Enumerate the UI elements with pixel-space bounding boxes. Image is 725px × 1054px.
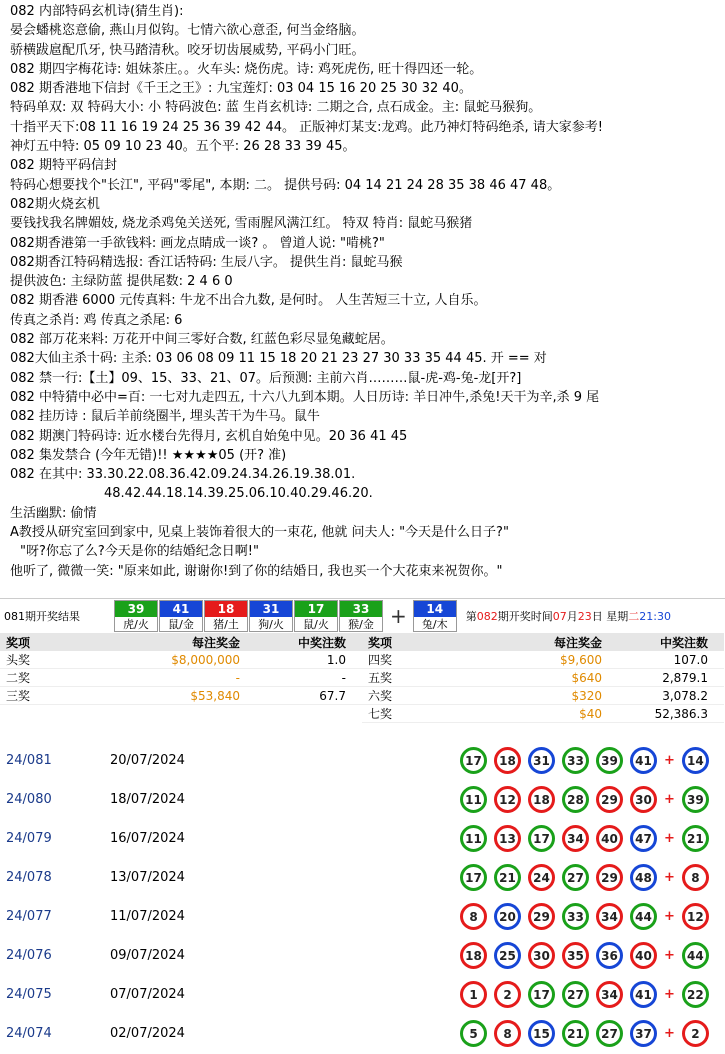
prize-cell: 2,879.1 (662, 670, 708, 685)
poem-line: 特码单双: 双 特码大小: 小 特码波色: 蓝 生肖玄机诗: 二期之合, 点石成金。主: 鼠蛇马猴狗。 (10, 100, 542, 116)
tile-number: 18 (205, 601, 247, 617)
ball: 18 (528, 786, 555, 813)
prize-cell: 三奖 (6, 689, 31, 703)
draw-result-bar (0, 598, 725, 632)
history-balls (460, 825, 716, 852)
prize-table-left (0, 633, 362, 741)
special-ball: 2 (682, 1020, 709, 1047)
prize-row (0, 687, 362, 705)
next-weekday: 二 (628, 609, 640, 623)
history-issue[interactable]: 24/078 (6, 870, 52, 885)
info-m: 月 (566, 609, 578, 623)
ball: 20 (494, 903, 521, 930)
history-balls (460, 864, 716, 891)
prize-cell: - (235, 670, 240, 685)
history-date: 11/07/2024 (110, 909, 185, 924)
special-tile-wrap (413, 600, 458, 632)
poem-line: 晏会蟠桃恣意偷, 燕山月似钩。七情六欲心意歪, 何当金络脑。 (10, 23, 365, 39)
ball: 37 (630, 1020, 657, 1047)
tile-zodiac: 虎/火 (123, 617, 149, 631)
plus-sign: + (664, 870, 675, 885)
draw-tile (294, 600, 338, 632)
draw-tiles (114, 600, 384, 632)
poem-line: 提供波色: 主绿防蓝 提供尾数: 2 4 6 0 (10, 274, 233, 290)
history-issue[interactable]: 24/075 (6, 987, 52, 1002)
ball: 13 (494, 825, 521, 852)
special-ball: 44 (682, 942, 709, 969)
ball: 21 (494, 864, 521, 891)
ball: 39 (596, 747, 623, 774)
info-mid: 期开奖时间 (497, 609, 553, 623)
tile-zodiac: 猪/土 (213, 617, 239, 631)
ball: 36 (596, 942, 623, 969)
prize-cell: $40 (579, 706, 602, 721)
history-row[interactable] (0, 897, 725, 936)
ball: 48 (630, 864, 657, 891)
history-issue[interactable]: 24/077 (6, 909, 52, 924)
ball: 27 (562, 864, 589, 891)
ball: 5 (460, 1020, 487, 1047)
tile-number: 14 (414, 601, 456, 617)
poem-line: 082 中特猜中必中=百: 一七对九走四五, 十六八九到本期。人日历诗: 羊日冲牛,杀兔!天干为辛,杀 9 尾 (10, 389, 600, 405)
prize-header (0, 633, 362, 651)
history-issue[interactable]: 24/079 (6, 831, 52, 846)
ball: 35 (562, 942, 589, 969)
prize-header-cell: 中奖注数 (297, 635, 346, 650)
prize-header-cell: 奖项 (6, 635, 31, 650)
next-day: 23 (577, 609, 592, 623)
info-pre: 第 (465, 609, 477, 623)
ball: 33 (562, 747, 589, 774)
info-d: 日 星期 (591, 609, 629, 623)
history-row[interactable] (0, 819, 725, 858)
ball: 34 (562, 825, 589, 852)
poem-line: 082大仙主杀十码: 主杀: 03 06 08 09 11 15 18 20 21 23 27 30 33 35 44 45. 开 == 对 (10, 351, 547, 367)
draw-tile (114, 600, 158, 632)
poem-line: 082 集发禁合 (今年无错)!! ★★★★05 (开? 准) (10, 447, 287, 463)
poem-line: 十指平天下:08 11 16 19 24 25 36 39 42 44。 正版神灯某支:龙鸡。此乃神灯特码绝杀, 请大家参考! (10, 119, 603, 135)
plus-sign: + (664, 909, 675, 924)
plus-sign: + (664, 948, 675, 963)
ball: 11 (460, 786, 487, 813)
special-ball: 21 (682, 825, 709, 852)
poem-line: 他听了, 微微一笑: "原来如此, 谢谢你!到了你的结婚日, 我也买一个大花束来祝贺你。" (10, 563, 503, 579)
history-balls (460, 786, 716, 813)
ball: 2 (494, 981, 521, 1008)
ball: 34 (596, 981, 623, 1008)
poem-line: 要钱找我名牌媚妓, 烧龙杀鸡兔关送死, 雪雨腥风满江红。 特双 特肖: 鼠蛇马猴猪 (10, 216, 473, 232)
ball: 27 (562, 981, 589, 1008)
tile-number: 31 (250, 601, 292, 617)
tile-number: 39 (115, 601, 157, 617)
prize-cell: 六奖 (368, 689, 393, 703)
ball: 17 (528, 825, 555, 852)
poem-line: 082 挂历诗 : 鼠后羊前绕圈半, 埋头苦干为牛马。鼠牛 (10, 409, 320, 425)
prize-cell: $8,000,000 (171, 652, 240, 667)
tile-number: 41 (160, 601, 202, 617)
tile-zodiac: 兔/木 (421, 617, 448, 631)
history-date: 13/07/2024 (110, 870, 185, 885)
history-row[interactable] (0, 780, 725, 819)
ball: 12 (494, 786, 521, 813)
plus-sign: + (664, 792, 675, 807)
special-tile (413, 600, 457, 632)
prize-table-right (362, 633, 724, 741)
ball: 30 (630, 786, 657, 813)
poem-line: 082 期特平码信封 (10, 158, 117, 174)
draw-tile (204, 600, 248, 632)
history-issue[interactable]: 24/080 (6, 792, 52, 807)
prize-cell: $9,600 (560, 652, 602, 667)
ball: 24 (528, 864, 555, 891)
next-time: 21:30 (639, 609, 671, 623)
prize-cell: 四奖 (368, 653, 393, 667)
ball: 29 (596, 864, 623, 891)
prize-cell: $640 (571, 670, 602, 685)
prize-cell: - (341, 670, 346, 685)
history-row[interactable] (0, 741, 725, 780)
history-date: 07/07/2024 (110, 987, 185, 1002)
ball: 21 (562, 1020, 589, 1047)
poem-line: 传真之杀肖: 鸡 传真之杀尾: 6 (10, 312, 183, 328)
tile-number: 17 (295, 601, 337, 617)
ball: 11 (460, 825, 487, 852)
prize-cell: $320 (571, 688, 602, 703)
tile-number: 33 (340, 601, 382, 617)
prize-row (362, 705, 724, 723)
prize-cell: 52,386.3 (654, 706, 708, 721)
history-date: 16/07/2024 (110, 831, 185, 846)
history-date: 20/07/2024 (110, 753, 185, 768)
poem-line: 082 期香港 6000 元传真料: 牛龙不出合九数, 是何时。 人生苦短三十立, 人自乐。 (10, 293, 487, 309)
next-issue: 082 (476, 609, 498, 623)
special-ball: 22 (682, 981, 709, 1008)
poem-line: A教授从研究室回到家中, 见桌上装饰着很大的一束花, 他就 问夫人: "今天是什么日子?" (10, 525, 509, 541)
ball: 28 (562, 786, 589, 813)
prize-row (0, 669, 362, 687)
ball: 41 (630, 981, 657, 1008)
ball: 40 (630, 942, 657, 969)
ball: 15 (528, 1020, 555, 1047)
poem-line: 骄横跋扈配爪牙, 快马踏清秋。咬牙切齿展威势, 平码小门旺。 (10, 42, 365, 58)
prize-table (0, 633, 725, 741)
history-balls (460, 942, 716, 969)
prize-cell: $53,840 (190, 688, 240, 703)
prize-header (362, 633, 724, 651)
prize-header-cell: 每注奖金 (553, 635, 602, 650)
history-issue[interactable]: 24/081 (6, 753, 52, 768)
poem-line: 神灯五中特: 05 09 10 23 40。五个平: 26 28 33 39 45。 (10, 139, 356, 155)
prize-cell: 1.0 (326, 652, 346, 667)
ball: 29 (596, 786, 623, 813)
prize-cell: 五奖 (368, 671, 393, 685)
poem-line: 082 期澳门特码诗: 近水楼台先得月, 玄机自始兔中见。20 36 41 45 (10, 428, 408, 444)
history-date: 02/07/2024 (110, 1026, 185, 1041)
prize-row (362, 669, 724, 687)
history-balls (460, 1020, 716, 1047)
poem-line: 特码心想要找个"长江", 平码"零尾", 本期: 二。 提供号码: 04 14 21 24 28 35 38 46 47 48。 (10, 177, 561, 193)
next-draw-info (466, 608, 671, 624)
special-ball: 8 (682, 864, 709, 891)
history-row[interactable] (0, 858, 725, 897)
ball: 44 (630, 903, 657, 930)
ball: 8 (494, 1020, 521, 1047)
tile-zodiac: 猴/金 (348, 617, 374, 631)
history-issue[interactable]: 24/074 (6, 1026, 52, 1041)
special-ball: 12 (682, 903, 709, 930)
prize-cell: 二奖 (6, 671, 31, 685)
history-balls (460, 747, 716, 774)
plus-sign: + (390, 603, 407, 628)
ball: 29 (528, 903, 555, 930)
prize-header-cell: 中奖注数 (659, 635, 708, 650)
draw-tile (249, 600, 293, 632)
plus-sign: + (664, 831, 675, 846)
history-issue[interactable]: 24/076 (6, 948, 52, 963)
plus-sign: + (664, 1026, 675, 1041)
prize-cell: 3,078.2 (662, 688, 708, 703)
poem-line: 082 在其中: 33.30.22.08.36.42.09.24.34.26.19.38.01. (10, 467, 356, 483)
ball: 17 (460, 864, 487, 891)
poem-line: 082期火烧玄机 (10, 196, 100, 212)
poem-line: 082 期香港地下信封《千王之王》: 九宝莲灯: 03 04 15 16 20 25 30 32 40。 (10, 81, 472, 97)
ball: 41 (630, 747, 657, 774)
ball: 1 (460, 981, 487, 1008)
poem-line: 生活幽默: 偷情 (10, 505, 97, 521)
tile-zodiac: 狗/火 (258, 617, 284, 631)
ball: 17 (460, 747, 487, 774)
ball: 31 (528, 747, 555, 774)
next-month: 07 (552, 609, 567, 623)
history-balls (460, 981, 716, 1008)
plus-sign: + (664, 987, 675, 1002)
ball: 18 (494, 747, 521, 774)
ball: 17 (528, 981, 555, 1008)
ball: 30 (528, 942, 555, 969)
poem-line: 082 禁一行:【土】09、15、33、21、07。后预测: 主前六肖………鼠-虎-鸡-兔-龙[开?] (10, 370, 522, 386)
ball: 40 (596, 825, 623, 852)
prize-cell: 头奖 (6, 653, 31, 667)
prize-cell: 107.0 (673, 652, 708, 667)
tile-zodiac: 鼠/火 (303, 617, 329, 631)
ball: 27 (596, 1020, 623, 1047)
history-list (0, 741, 725, 1053)
ball: 18 (460, 942, 487, 969)
poem-line: "呀?你忘了么?今天是你的结婚纪念日啊!" (20, 544, 259, 560)
prize-header-cell: 每注奖金 (191, 635, 240, 650)
history-date: 18/07/2024 (110, 792, 185, 807)
prize-row (0, 651, 362, 669)
poem-line: 082 部万花来料: 万花开中间三零好合数, 红蓝色彩尽显兔藏蛇居。 (10, 332, 394, 348)
draw-tile (339, 600, 383, 632)
history-date: 09/07/2024 (110, 948, 185, 963)
ball: 33 (562, 903, 589, 930)
prize-row (362, 651, 724, 669)
ball: 34 (596, 903, 623, 930)
history-balls (460, 903, 716, 930)
plus-sign: + (664, 753, 675, 768)
poem-line: 082 内部特码玄机诗(猜生肖): (10, 4, 184, 19)
prize-row (362, 687, 724, 705)
special-ball: 14 (682, 747, 709, 774)
poem-line: 48.42.44.18.14.39.25.06.10.40.29.46.20. (104, 486, 373, 502)
ball: 47 (630, 825, 657, 852)
draw-result-label[interactable]: 081期开奖结果 (4, 609, 80, 623)
prize-cell: 七奖 (368, 707, 393, 721)
poem-line: 082期香港第一手欲钱料: 画龙点睛成一谈? 。 曾道人说: "啃桃?" (10, 235, 385, 251)
history-row[interactable] (0, 936, 725, 975)
prize-cell: 67.7 (319, 688, 346, 703)
special-ball: 39 (682, 786, 709, 813)
poem-line: 082 期四字梅花诗: 姐妹茶庄。。火车头: 烧伤虎。诗: 鸡死虎伤, 旺十得四还一轮。 (10, 61, 483, 77)
ball: 8 (460, 903, 487, 930)
history-row[interactable] (0, 975, 725, 1014)
poem-line: 082期香江特码精选报: 香江话特码: 生辰八字。 提供生肖: 鼠蛇马猴 (10, 254, 403, 270)
prize-header-cell: 奖项 (368, 635, 393, 650)
draw-tile (159, 600, 203, 632)
ball: 25 (494, 942, 521, 969)
history-row[interactable] (0, 1014, 725, 1053)
tile-zodiac: 鼠/金 (168, 617, 194, 631)
